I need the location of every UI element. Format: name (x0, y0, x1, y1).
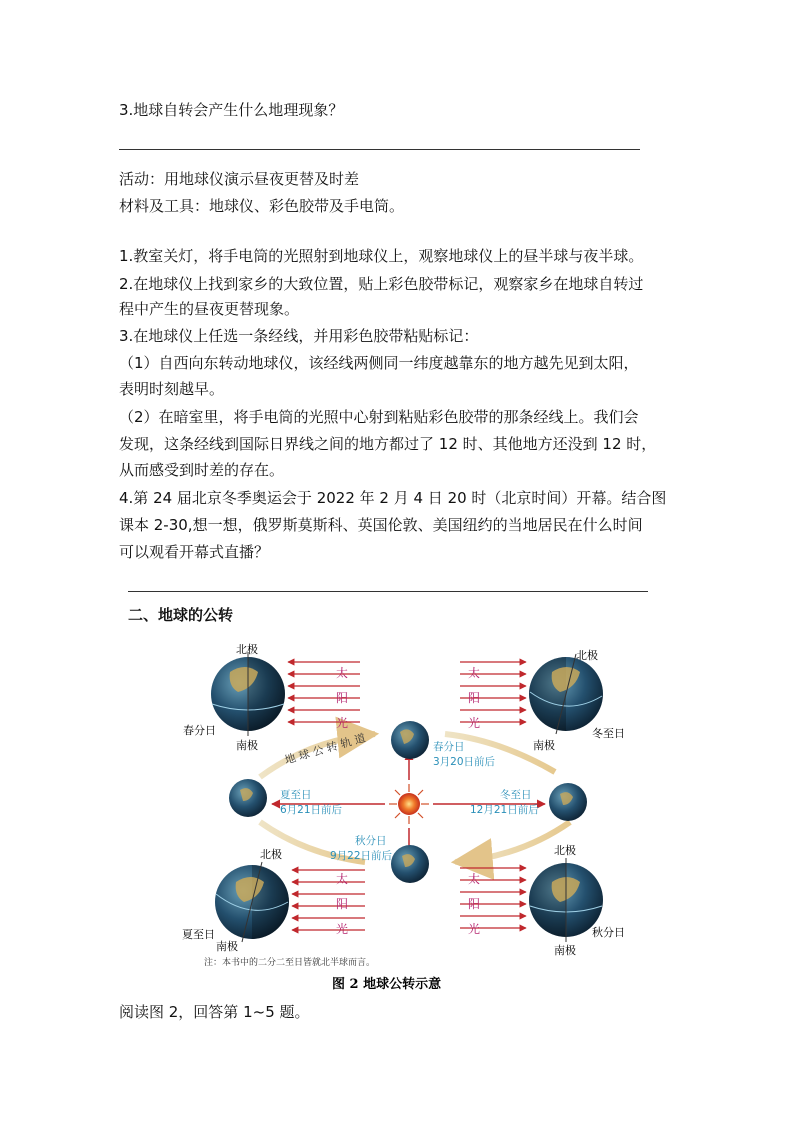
autumn-label-1: 秋分日 (592, 926, 625, 939)
sp-label-3: 南极 (216, 940, 238, 953)
sunlight-1-char-1: 太 (336, 666, 349, 680)
np-label-4: 北极 (554, 844, 576, 857)
summer-label-1: 夏至日 (182, 928, 215, 941)
spring-equinox-label: 春分日 (433, 741, 465, 753)
earth-large-spring-icon (211, 652, 285, 736)
step-3-2-line-2: 发现，这条经线到国际日界线之间的地方都过了 12 时、其他地方还没到 12 时， (119, 435, 657, 453)
sp-label-4: 南极 (554, 944, 576, 957)
sun-icon (389, 784, 429, 824)
summer-solstice-date: 6月21日前后 (280, 804, 343, 816)
spring-label-1: 春分日 (183, 724, 216, 737)
winter-solstice-label: 冬至日 (500, 789, 532, 801)
step-3: 3.在地球仪上任选一条经线，并用彩色胶带粘贴标记： (119, 327, 479, 345)
step-2-line-2: 程中产生的昼夜更替现象。 (119, 300, 300, 318)
earth-winter-icon (549, 783, 587, 821)
sunlight-2-char-3: 光 (468, 716, 481, 730)
sp-label-1: 南极 (236, 739, 258, 752)
earth-revolution-diagram (182, 632, 630, 994)
answer-line-2 (128, 591, 648, 592)
answer-line-1 (119, 149, 640, 150)
sunlight-3-char-1: 太 (336, 872, 349, 886)
read-prompt: 阅读图 2，回答第 1~5 题。 (119, 1003, 310, 1021)
earth-large-summer-icon (215, 862, 289, 942)
sp-label-2: 南极 (533, 739, 555, 752)
sunlight-4-char-1: 太 (468, 872, 481, 886)
orbit-label: 地 球 公 转 轨 道 (283, 731, 368, 767)
spring-equinox-date: 3月20日前后 (433, 756, 496, 768)
sunlight-2-char-1: 太 (468, 666, 481, 680)
np-label-1: 北极 (236, 643, 258, 656)
activity-title: 活动：用地球仪演示昼夜更替及时差 (119, 170, 360, 188)
np-label-3: 北极 (260, 848, 282, 861)
np-label-2: 北极 (576, 649, 598, 662)
step-3-1-line-1: （1）自西向东转动地球仪，该经线两侧同一纬度越靠东的地方越先见到太阳， (119, 354, 639, 372)
winter-label-1: 冬至日 (592, 727, 625, 740)
step-3-1-line-2: 表明时刻越早。 (119, 380, 225, 398)
earth-summer-icon (229, 779, 267, 817)
winter-solstice-date: 12月21日前后 (470, 804, 539, 816)
sunlight-3-char-3: 光 (336, 922, 349, 936)
sunlight-1-char-2: 阳 (336, 691, 349, 705)
question-4-line-3: 可以观看开幕式直播？ (119, 543, 270, 561)
earth-large-winter-icon (529, 654, 603, 734)
step-2-line-1: 2.在地球仪上找到家乡的大致位置，贴上彩色胶带标记，观察家乡在地球自转过 (119, 275, 644, 293)
sunlight-1-char-3: 光 (336, 716, 349, 730)
step-1: 1.教室关灯，将手电筒的光照射到地球仪上，观察地球仪上的昼半球与夜半球。 (119, 247, 644, 265)
step-3-2-line-3: 从而感受到时差的存在。 (119, 461, 285, 479)
sunlight-4-char-3: 光 (468, 922, 481, 936)
question-3: 3.地球自转会产生什么地理现象？ (119, 101, 344, 119)
question-4-line-1: 4.第 24 届北京冬季奥运会于 2022 年 2 月 4 日 20 时（北京时间）开幕。结合图 (119, 489, 667, 507)
figure-note: 注：本书中的二分二至日皆就北半球而言。 (204, 958, 376, 968)
step-3-2-line-1: （2）在暗室里，将手电筒的光照中心射到粘贴彩色胶带的那条经线上。我们会 (119, 408, 639, 426)
autumn-equinox-date: 9月22日前后 (330, 850, 393, 862)
question-4-line-2: 课本 2-30,想一想，俄罗斯莫斯科、英国伦敦、美国纽约的当地居民在什么时间 (119, 516, 643, 534)
figure-caption: 图 2 地球公转示意 (332, 977, 442, 992)
sunlight-3-char-2: 阳 (336, 897, 349, 911)
orbit-arc-bottom-right (455, 822, 570, 862)
sunlight-2-char-2: 阳 (468, 691, 481, 705)
section-2-title: 二、地球的公转 (128, 606, 234, 624)
sunlight-4-char-2: 阳 (468, 897, 481, 911)
autumn-equinox-label: 秋分日 (355, 835, 387, 847)
earth-spring-icon (391, 721, 429, 759)
summer-solstice-label: 夏至日 (280, 789, 312, 801)
earth-autumn-icon (391, 845, 429, 883)
activity-materials: 材料及工具：地球仪、彩色胶带及手电筒。 (119, 197, 405, 215)
